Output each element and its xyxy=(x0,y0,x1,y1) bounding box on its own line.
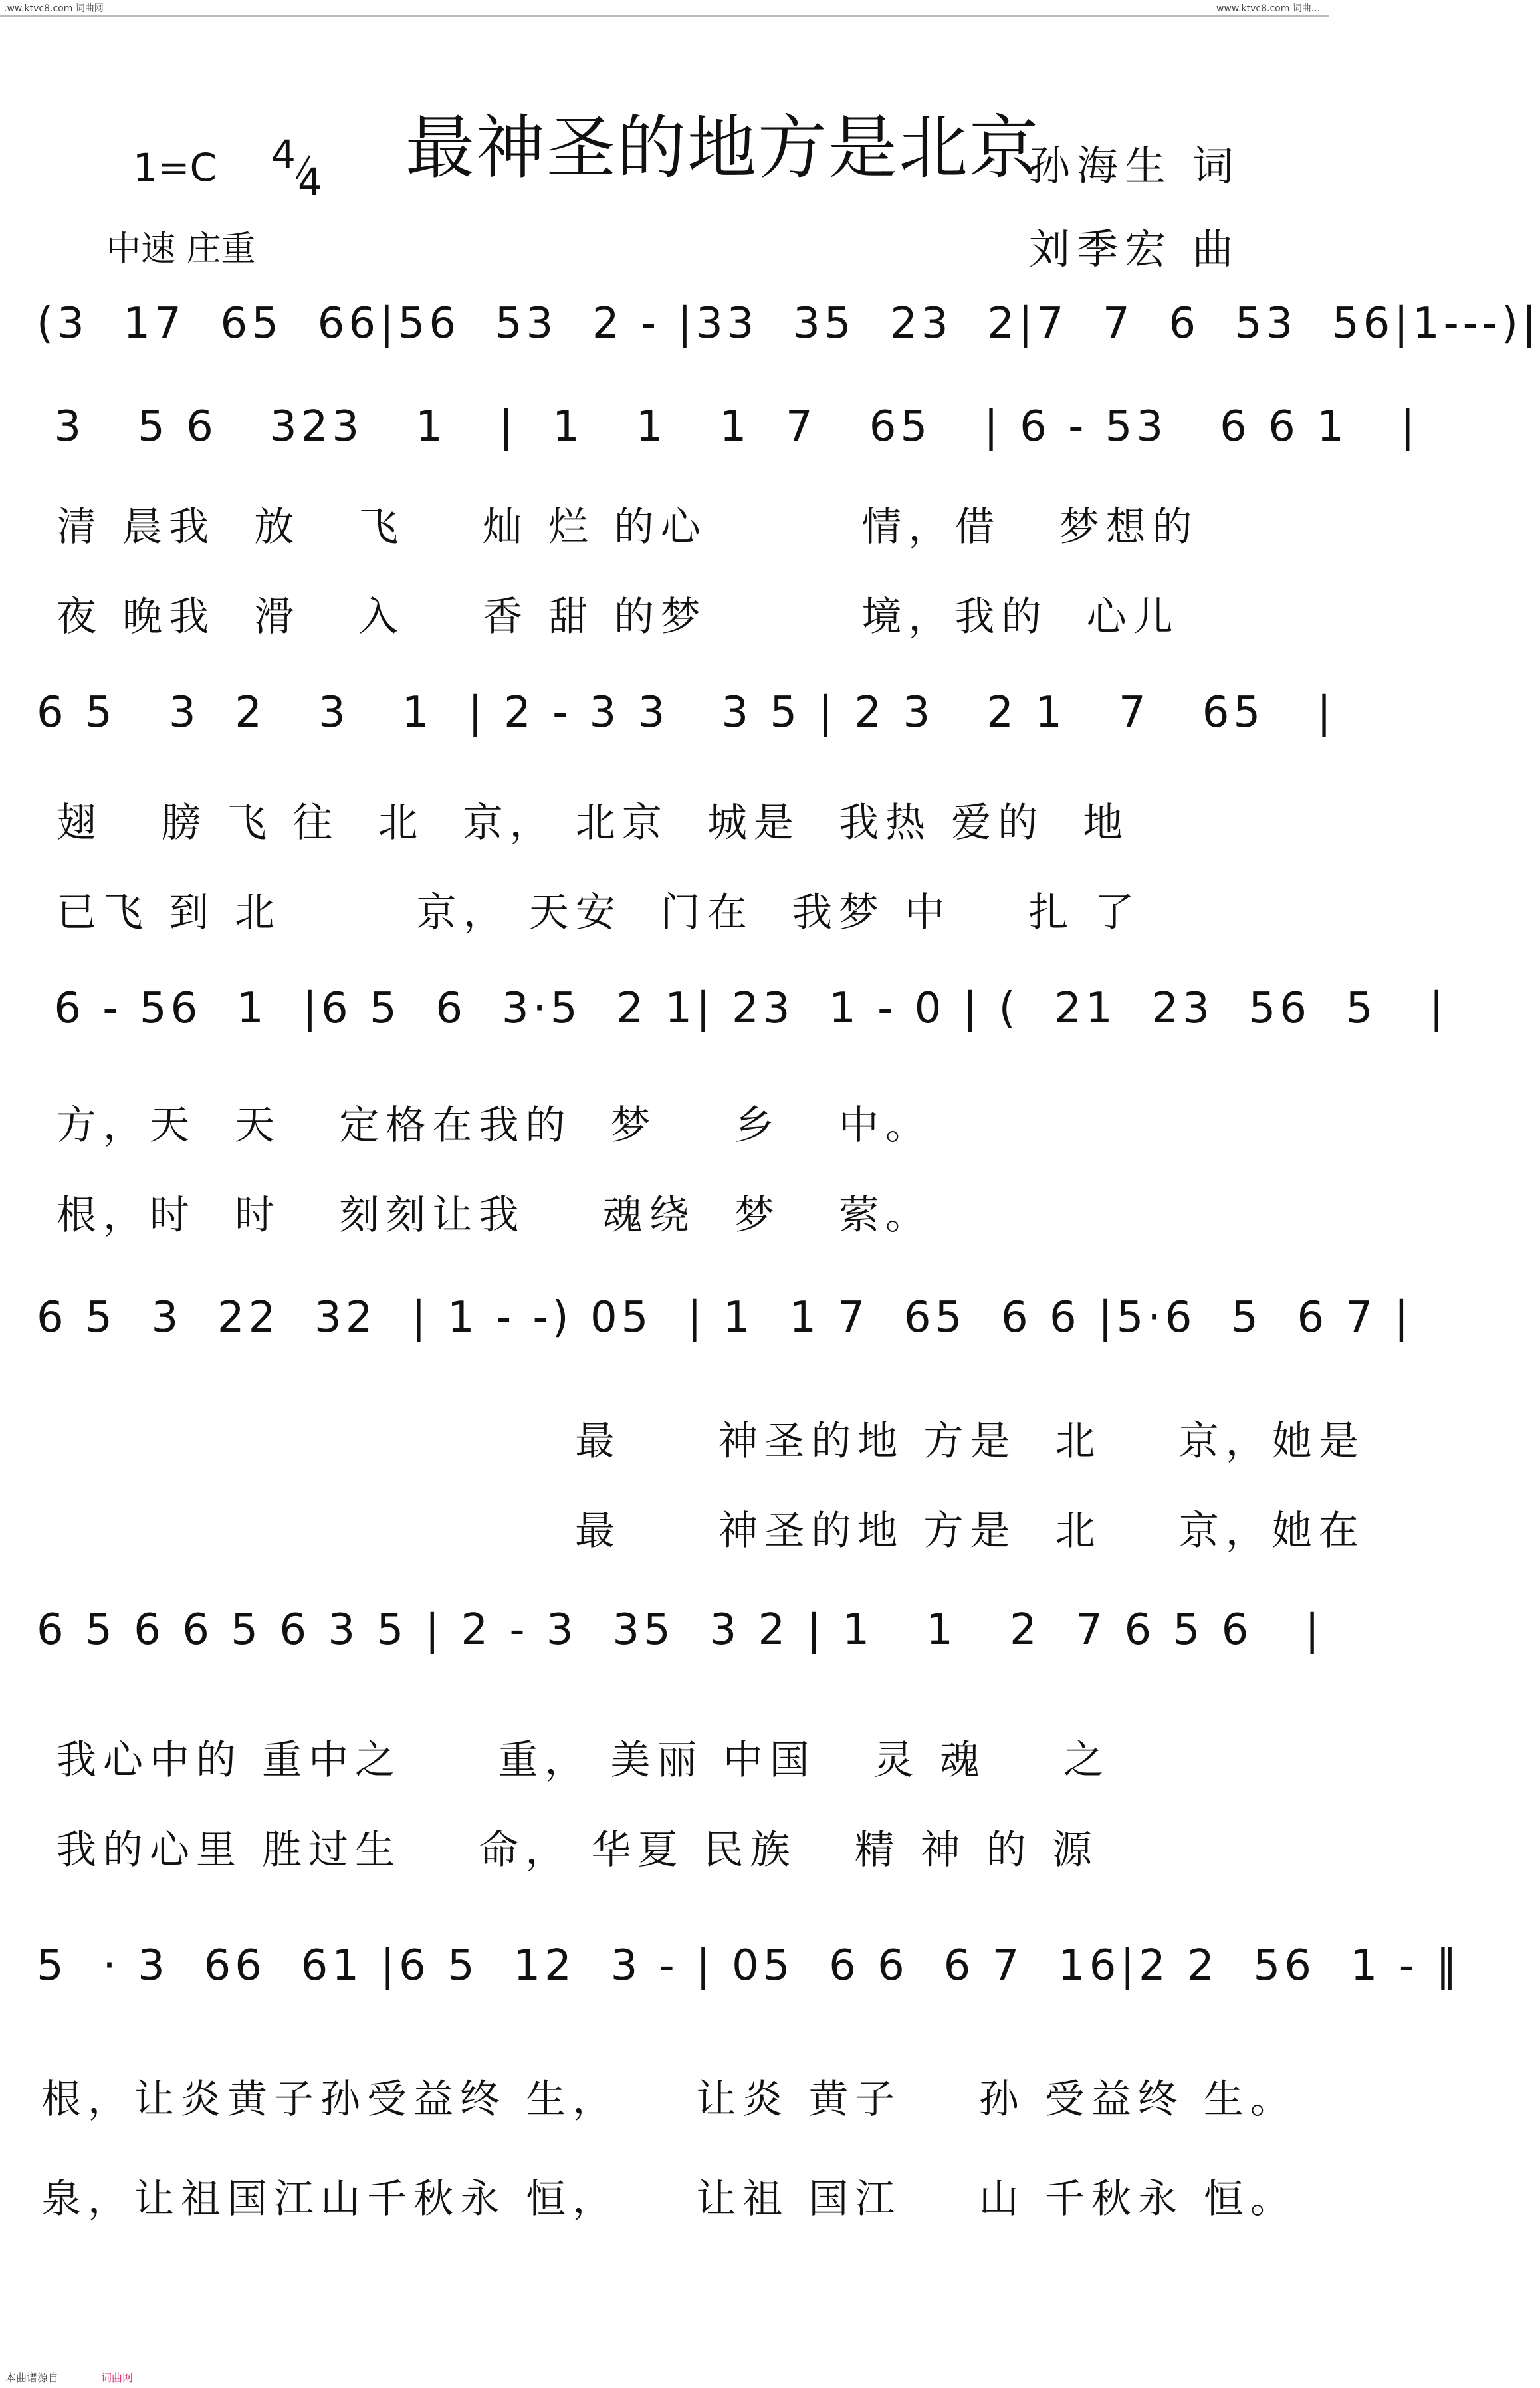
lyric-line-3-verse-1: 翅 膀 飞 往 北 京， 北京 城是 我热 爱的 地 xyxy=(56,800,1130,846)
lyric-line-5-verse-2: 最 神圣的地 方是 北 京，她在 xyxy=(575,1508,1365,1554)
footer-source-text: 本曲谱源自 xyxy=(5,2371,59,2384)
notation-line-3: 6 5 3 2 3 1 | 2 - 3 3 3 5 | 2 3 2 1 7 65 | xyxy=(37,688,1335,737)
composer-credit: 刘季宏 曲 xyxy=(1029,225,1240,273)
footer xyxy=(0,2367,1329,2388)
lyric-line-5-verse-1: 最 神圣的地 方是 北 京，她是 xyxy=(575,1418,1365,1465)
lyric-line-2-verse-1: 清 晨我 放 飞 灿 烂 的心 情，借 梦想的 xyxy=(56,504,1199,550)
header-divider xyxy=(0,15,1329,17)
lyric-line-2-verse-2: 夜 晚我 滑 入 香 甜 的梦 境，我的 心儿 xyxy=(56,594,1180,640)
song-title: 最神圣的地方是北京 xyxy=(405,107,1040,188)
time-signature-top: 4 xyxy=(271,132,296,177)
lyric-line-6-verse-1: 我心中的 重中之 重， 美丽 中国 灵 魂 之 xyxy=(56,1737,1111,1784)
notation-line-2: 3 5 6 323 1 | 1 1 1 7 65 | 6 - 53 6 6 1 | xyxy=(37,402,1419,451)
lyricist-credit: 孙海生 词 xyxy=(1029,142,1240,190)
header-right: www.ktvc8.com 词曲... xyxy=(1216,3,1321,14)
time-signature xyxy=(271,132,331,205)
lyric-line-4-verse-2: 根，时 时 刻刻让我 魂绕 梦 萦。 xyxy=(56,1192,933,1239)
lyric-line-7-verse-1: 根，让炎黄子孙受益终 生， 让炎 黄子 孙 受益终 生。 xyxy=(41,2076,1297,2123)
notation-line-7: 5 · 3 66 61 |6 5 12 3 - | 05 6 6 6 7 16|2 2 56 1 - ‖ xyxy=(37,1941,1462,1990)
notation-line-5: 6 5 3 22 32 | 1 - -) 05 | 1 1 7 65 6 6 |5·6 5 6 7 | xyxy=(37,1293,1413,1342)
lyric-line-6-verse-2: 我的心里 胜过生 命， 华夏 民族 精 神 的 源 xyxy=(56,1827,1099,1873)
lyric-line-7-verse-2: 泉，让祖国江山千秋永 恒， 让祖 国江 山 千秋永 恒。 xyxy=(41,2176,1297,2222)
tempo-marking: 中速 庄重 xyxy=(106,229,256,269)
time-signature-bottom: 4 xyxy=(298,160,322,205)
header-left: .ww.ktvc8.com 词曲网 xyxy=(4,3,104,14)
notation-line-1: (3 17 65 66|56 53 2 - |33 35 23 2|7 7 6 53 56|1---)| xyxy=(37,299,1540,348)
key-signature: 1=C xyxy=(133,145,217,190)
lyric-line-3-verse-2: 已飞 到 北 京， 天安 门在 我梦 中 扎 了 xyxy=(56,890,1141,936)
notation-line-4: 6 - 56 1 |6 5 6 3·5 2 1| 23 1 - 0 | ( 21 23 56 5 | xyxy=(37,984,1448,1033)
lyric-line-4-verse-1: 方，天 天 定格在我的 梦 乡 中。 xyxy=(56,1102,933,1149)
notation-line-6: 6 5 6 6 5 6 3 5 | 2 - 3 35 3 2 | 1 1 2 7 6 5 6 | xyxy=(37,1606,1323,1655)
footer-site-link[interactable]: 词曲网 xyxy=(101,2371,134,2384)
